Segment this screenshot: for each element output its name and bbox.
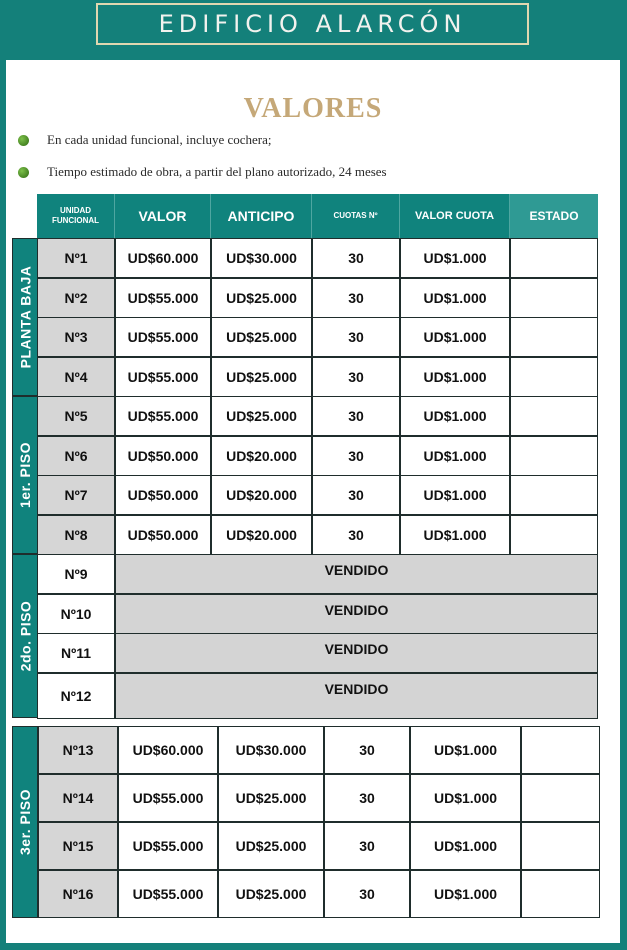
valor-cuota-cell: UD$1.000 bbox=[400, 238, 510, 278]
floor-label-planta-baja: PLANTA BAJA bbox=[12, 238, 38, 396]
sold-status: VENDIDO bbox=[115, 673, 598, 719]
column-header-unidad: UNIDAD FUNCIONAL bbox=[37, 194, 115, 238]
unit-cell: Nº4 bbox=[37, 357, 115, 397]
cuotas-cell: 30 bbox=[312, 436, 400, 476]
unit-cell: Nº6 bbox=[37, 436, 115, 476]
cuotas-cell: 30 bbox=[324, 774, 410, 822]
unit-cell: Nº1 bbox=[37, 238, 115, 278]
bullet-text: En cada unidad funcional, incluye cochera; bbox=[47, 132, 272, 147]
bullet-text: Tiempo estimado de obra, a partir del plano autorizado, 24 meses bbox=[47, 164, 387, 179]
anticipo-cell: UD$25.000 bbox=[211, 278, 312, 318]
column-header-estado: ESTADO bbox=[510, 194, 598, 238]
valor-cuota-cell: UD$1.000 bbox=[400, 436, 510, 476]
unit-cell: Nº14 bbox=[38, 774, 118, 822]
anticipo-cell: UD$20.000 bbox=[211, 515, 312, 555]
cuotas-cell: 30 bbox=[324, 726, 410, 774]
estado-cell bbox=[510, 357, 598, 397]
anticipo-cell: UD$25.000 bbox=[211, 317, 312, 357]
unit-cell: Nº3 bbox=[37, 317, 115, 357]
anticipo-cell: UD$25.000 bbox=[211, 357, 312, 397]
valor-cell: UD$55.000 bbox=[115, 317, 211, 357]
estado-cell bbox=[521, 822, 600, 870]
estado-cell bbox=[521, 774, 600, 822]
estado-cell bbox=[510, 278, 598, 318]
unit-cell: Nº9 bbox=[37, 554, 115, 594]
anticipo-cell: UD$25.000 bbox=[218, 822, 324, 870]
cuotas-cell: 30 bbox=[312, 475, 400, 515]
estado-cell bbox=[521, 870, 600, 918]
valor-cuota-cell: UD$1.000 bbox=[400, 475, 510, 515]
anticipo-cell: UD$25.000 bbox=[218, 870, 324, 918]
estado-cell bbox=[510, 475, 598, 515]
unit-cell: Nº13 bbox=[38, 726, 118, 774]
anticipo-cell: UD$20.000 bbox=[211, 475, 312, 515]
bullet-item bbox=[18, 132, 272, 148]
floor-label-1er-piso: 1er. PISO bbox=[12, 396, 38, 554]
valor-cell: UD$55.000 bbox=[118, 870, 218, 918]
estado-cell bbox=[510, 515, 598, 555]
valor-cuota-cell: UD$1.000 bbox=[400, 396, 510, 436]
cuotas-cell: 30 bbox=[312, 238, 400, 278]
column-header-valor: VALOR bbox=[115, 194, 211, 238]
valor-cell: UD$60.000 bbox=[115, 238, 211, 278]
unit-cell: Nº2 bbox=[37, 278, 115, 318]
anticipo-cell: UD$30.000 bbox=[218, 726, 324, 774]
sold-status: VENDIDO bbox=[115, 594, 598, 634]
anticipo-cell: UD$20.000 bbox=[211, 436, 312, 476]
estado-cell bbox=[510, 238, 598, 278]
cuotas-cell: 30 bbox=[312, 317, 400, 357]
sold-status: VENDIDO bbox=[115, 554, 598, 594]
estado-cell bbox=[521, 726, 600, 774]
unit-cell: Nº11 bbox=[37, 633, 115, 673]
cuotas-cell: 30 bbox=[312, 357, 400, 397]
estado-cell bbox=[510, 317, 598, 357]
floor-label-2do-piso: 2do. PISO bbox=[12, 554, 38, 718]
valor-cuota-cell: UD$1.000 bbox=[410, 726, 521, 774]
cuotas-cell: 30 bbox=[312, 396, 400, 436]
unit-cell: Nº5 bbox=[37, 396, 115, 436]
column-header-cuotas: CUOTAS Nº bbox=[312, 194, 400, 238]
valor-cuota-cell: UD$1.000 bbox=[400, 357, 510, 397]
sold-status: VENDIDO bbox=[115, 633, 598, 673]
price-sheet bbox=[6, 60, 620, 943]
valor-cell: UD$55.000 bbox=[118, 822, 218, 870]
floor-label-3er-piso: 3er. PISO bbox=[12, 726, 38, 918]
bullet-item bbox=[18, 164, 387, 180]
page-title: VALORES bbox=[243, 93, 383, 124]
unit-cell: Nº8 bbox=[37, 515, 115, 555]
valor-cell: UD$55.000 bbox=[115, 278, 211, 318]
valor-cell: UD$60.000 bbox=[118, 726, 218, 774]
cuotas-cell: 30 bbox=[312, 278, 400, 318]
unit-cell: Nº10 bbox=[37, 594, 115, 634]
valor-cell: UD$50.000 bbox=[115, 515, 211, 555]
valor-cuota-cell: UD$1.000 bbox=[400, 515, 510, 555]
valor-cuota-cell: UD$1.000 bbox=[400, 317, 510, 357]
anticipo-cell: UD$30.000 bbox=[211, 238, 312, 278]
valor-cuota-cell: UD$1.000 bbox=[410, 870, 521, 918]
valor-cuota-cell: UD$1.000 bbox=[400, 278, 510, 318]
column-header-valor-cuota: VALOR CUOTA bbox=[400, 194, 510, 238]
column-header-anticipo: ANTICIPO bbox=[211, 194, 312, 238]
bullet-dot-icon bbox=[18, 167, 29, 178]
cuotas-cell: 30 bbox=[324, 870, 410, 918]
valor-cell: UD$50.000 bbox=[115, 436, 211, 476]
anticipo-cell: UD$25.000 bbox=[218, 774, 324, 822]
valor-cuota-cell: UD$1.000 bbox=[410, 822, 521, 870]
valor-cell: UD$55.000 bbox=[115, 357, 211, 397]
unit-cell: Nº7 bbox=[37, 475, 115, 515]
unit-cell: Nº12 bbox=[37, 673, 115, 719]
bullet-dot-icon bbox=[18, 135, 29, 146]
estado-cell bbox=[510, 396, 598, 436]
anticipo-cell: UD$25.000 bbox=[211, 396, 312, 436]
estado-cell bbox=[510, 436, 598, 476]
cuotas-cell: 30 bbox=[312, 515, 400, 555]
valor-cell: UD$55.000 bbox=[115, 396, 211, 436]
valor-cuota-cell: UD$1.000 bbox=[410, 774, 521, 822]
unit-cell: Nº16 bbox=[38, 870, 118, 918]
cuotas-cell: 30 bbox=[324, 822, 410, 870]
valor-cell: UD$55.000 bbox=[118, 774, 218, 822]
building-title: EDIFICIO ALARCÓN bbox=[96, 3, 529, 45]
unit-cell: Nº15 bbox=[38, 822, 118, 870]
valor-cell: UD$50.000 bbox=[115, 475, 211, 515]
